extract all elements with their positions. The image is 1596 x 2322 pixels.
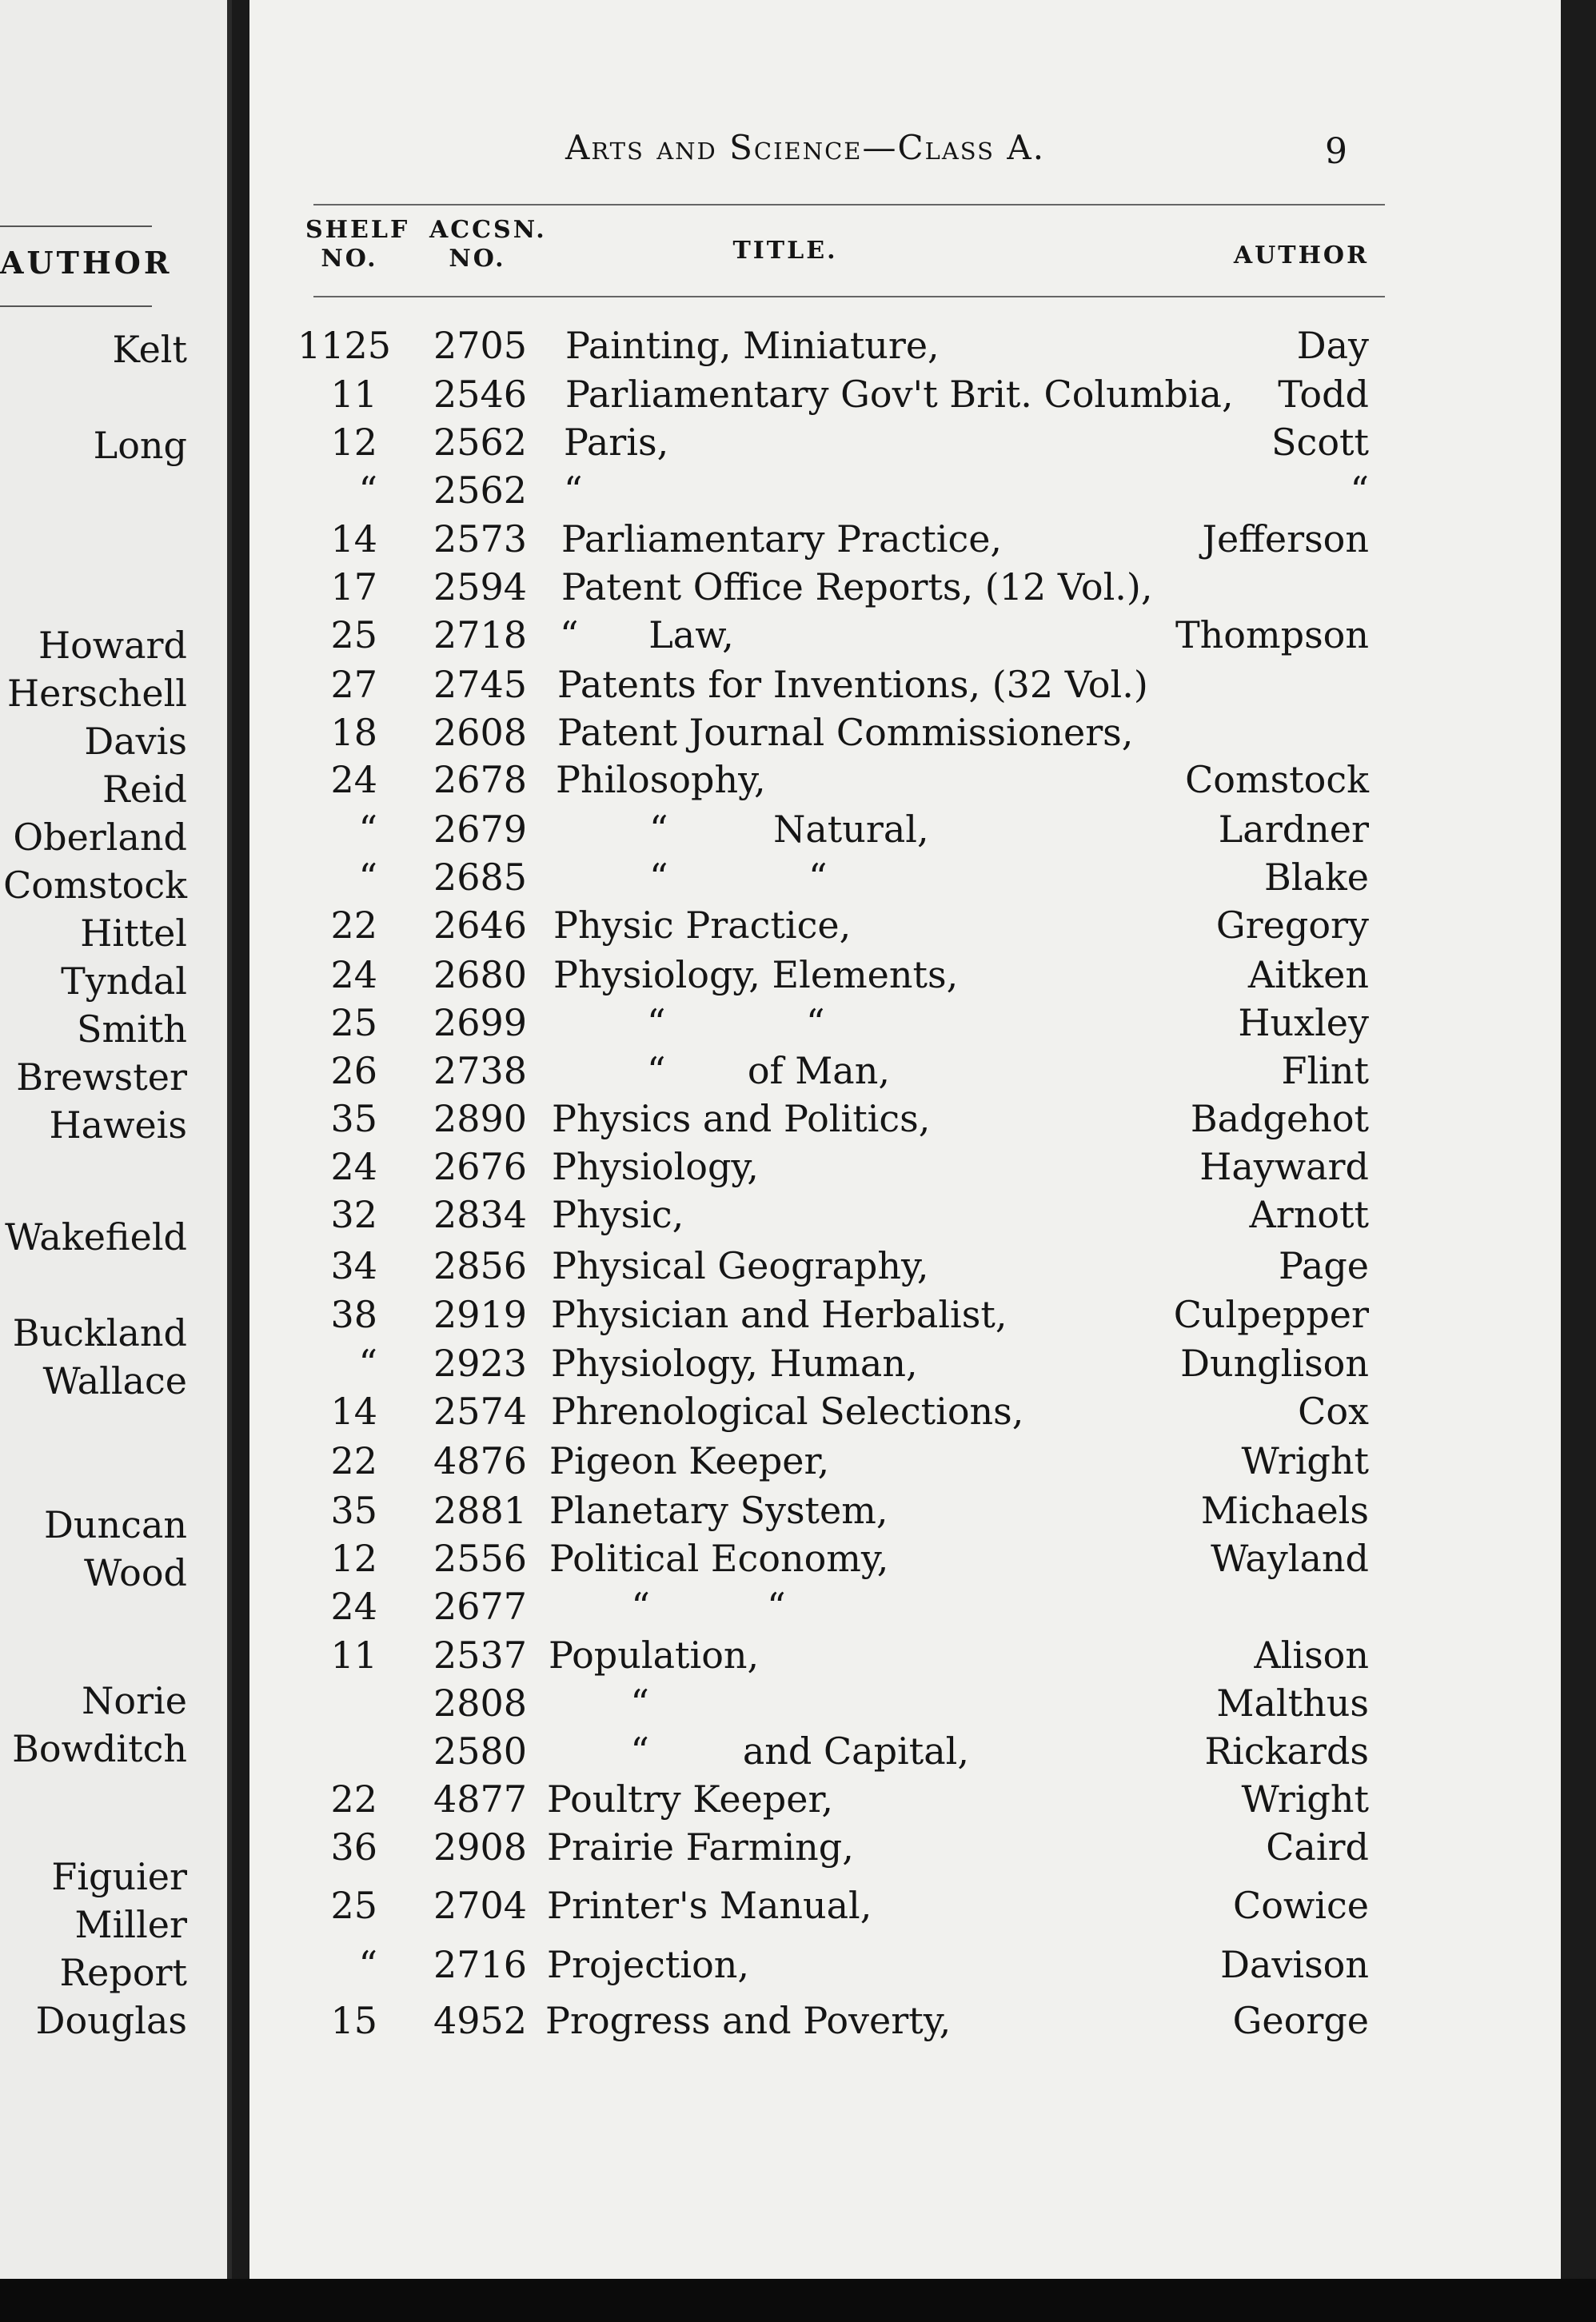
book-author: Thompson	[1175, 613, 1369, 656]
shelf-number: 36	[330, 1825, 377, 1869]
book-author: Culpepper	[1173, 1293, 1369, 1336]
book-author: Scott	[1271, 421, 1369, 464]
table-row	[249, 1634, 1561, 1682]
shelf-number: 24	[330, 1145, 377, 1188]
shelf-number: 12	[330, 1537, 377, 1580]
table-row	[249, 324, 1561, 372]
accession-number: 2856	[433, 1244, 528, 1287]
table-row	[249, 663, 1561, 711]
book-title: Projection,	[547, 1943, 750, 1986]
book-author: Arnott	[1249, 1193, 1369, 1236]
table-row	[249, 1193, 1561, 1241]
accn-header-line2: NO.	[449, 245, 506, 273]
facing-page-author: Bowditch	[12, 1727, 187, 1770]
book-title: Patent Office Reports, (12 Vol.),	[561, 565, 1153, 608]
table-row	[249, 1293, 1561, 1341]
table-row	[249, 1489, 1561, 1537]
table-row	[249, 1999, 1561, 2047]
accn-no-header	[429, 216, 547, 273]
accession-number: 2546	[433, 373, 528, 416]
accession-number: 4952	[433, 1999, 528, 2042]
shelf-number: 34	[330, 1244, 377, 1287]
facing-page-author-header: AUTHOR	[0, 245, 173, 281]
book-title: “ “	[549, 1585, 786, 1628]
facing-page	[0, 0, 232, 2279]
book-title: Patent Journal Commissioners,	[557, 711, 1134, 754]
table-row	[249, 1049, 1561, 1097]
shelf-number: 18	[330, 711, 377, 754]
book-title: Parliamentary Practice,	[561, 517, 1003, 561]
shelf-number: 25	[330, 613, 377, 656]
accession-number: 2679	[433, 808, 528, 851]
book-author: Wright	[1241, 1777, 1369, 1821]
facing-page-author: Oberland	[13, 816, 187, 859]
accession-number: 2808	[433, 1682, 528, 1725]
book-title: Philosophy,	[556, 758, 766, 801]
shelf-number: 22	[330, 1777, 377, 1821]
table-row	[249, 373, 1561, 421]
table-row	[249, 808, 1561, 856]
book-title: Parliamentary Gov't Brit. Columbia,	[565, 373, 1234, 416]
shelf-number: 22	[330, 1439, 377, 1482]
table-row	[249, 613, 1561, 661]
shelf-number: “	[358, 856, 377, 899]
accession-number: 2699	[433, 1001, 528, 1044]
book-title: Physics and Politics,	[552, 1097, 931, 1140]
accession-number: 2745	[433, 663, 528, 706]
facing-page-author: Howard	[38, 624, 187, 667]
accession-number: 2537	[433, 1634, 528, 1677]
book-author: Michaels	[1200, 1489, 1369, 1532]
book-title: Prairie Farming,	[547, 1825, 854, 1869]
book-title: “ and Capital,	[549, 1730, 969, 1773]
facing-page-author: Herschell	[7, 672, 187, 715]
running-head: Arts and Science—Class A.	[565, 128, 1046, 167]
facing-page-author: Douglas	[35, 1999, 187, 2042]
shelf-number: 32	[330, 1193, 377, 1236]
accession-number: 2908	[433, 1825, 528, 1869]
shelf-number: “	[358, 808, 377, 851]
facing-page-author: Figuier	[51, 1855, 187, 1898]
book-title: “ Natural,	[556, 808, 929, 851]
facing-page-author: Reid	[102, 768, 187, 811]
shelf-number: 24	[330, 953, 377, 996]
book-title: Patents for Inventions, (32 Vol.)	[557, 663, 1148, 706]
facing-page-rule-top	[0, 225, 152, 227]
book-author: Comstock	[1185, 758, 1369, 801]
book-title: Paris,	[564, 421, 669, 464]
table-row	[249, 565, 1561, 613]
facing-page-author: Comstock	[3, 864, 187, 907]
shelf-number: 12	[330, 421, 377, 464]
shelf-number: 17	[330, 565, 377, 608]
table-row	[249, 1390, 1561, 1438]
accession-number: 2676	[433, 1145, 528, 1188]
accession-number: 2881	[433, 1489, 528, 1532]
book-author: Wayland	[1211, 1537, 1369, 1580]
table-row	[249, 904, 1561, 952]
shelf-number: “	[358, 1342, 377, 1385]
shelf-number: 14	[330, 1390, 377, 1433]
book-title: Physiology,	[552, 1145, 759, 1188]
table-row	[249, 1825, 1561, 1873]
accession-number: 2890	[433, 1097, 528, 1140]
shelf-number: 26	[330, 1049, 377, 1092]
book-author: Dunglison	[1180, 1342, 1369, 1385]
author-header: AUTHOR	[1233, 241, 1369, 269]
shelf-number: 14	[330, 517, 377, 561]
table-row	[249, 1730, 1561, 1777]
book-author: Alison	[1254, 1634, 1369, 1677]
title-header: TITLE.	[732, 237, 838, 265]
book-author: Davison	[1220, 1943, 1369, 1986]
accession-number: 2594	[433, 565, 528, 608]
facing-page-author: Brewster	[16, 1055, 187, 1099]
book-author: George	[1232, 1999, 1369, 2042]
accession-number: 2704	[433, 1884, 528, 1927]
shelf-number: 11	[330, 1634, 377, 1677]
accn-header-line1: ACCSN.	[429, 216, 547, 244]
book-author: Day	[1296, 324, 1369, 367]
accession-number: 2923	[433, 1342, 528, 1385]
accession-number: 2718	[433, 613, 528, 656]
table-row	[249, 711, 1561, 759]
book-title: Physical Geography,	[552, 1244, 929, 1287]
header-rule-top	[313, 204, 1385, 205]
book-author: Badgehot	[1190, 1097, 1369, 1140]
accession-number: 2919	[433, 1293, 528, 1336]
bottom-edge	[0, 2279, 1596, 2322]
facing-page-author: Tyndal	[61, 960, 187, 1003]
book-title: Political Economy,	[549, 1537, 889, 1580]
facing-page-rule-bottom	[0, 305, 152, 307]
page-gutter	[232, 0, 249, 2279]
table-row	[249, 1342, 1561, 1390]
table-row	[249, 1001, 1561, 1049]
book-title: “ “	[553, 1001, 825, 1044]
shelf-no-header	[305, 216, 410, 273]
accession-number: 2574	[433, 1390, 528, 1433]
table-row	[249, 1244, 1561, 1292]
shelf-header-line1: SHELF	[305, 216, 410, 244]
shelf-number: 24	[330, 1585, 377, 1628]
shelf-number: 35	[330, 1489, 377, 1532]
facing-page-author: Wakefield	[5, 1215, 187, 1259]
book-title: “ “	[556, 856, 828, 899]
table-row	[249, 1682, 1561, 1730]
facing-page-author: Wallace	[42, 1359, 187, 1402]
book-title: Poultry Keeper,	[547, 1777, 834, 1821]
accession-number: 2580	[433, 1730, 528, 1773]
accession-number: 2738	[433, 1049, 528, 1092]
book-author: Hayward	[1199, 1145, 1369, 1188]
table-row	[249, 1145, 1561, 1193]
book-author: Flint	[1281, 1049, 1369, 1092]
facing-page-author: Long	[93, 424, 187, 467]
accession-number: 2705	[433, 324, 528, 367]
shelf-number: 15	[330, 1999, 377, 2042]
facing-page-author: Davis	[84, 720, 187, 763]
accession-number: 2573	[433, 517, 528, 561]
accession-number: 2677	[433, 1585, 528, 1628]
book-title: “	[549, 1682, 649, 1725]
shelf-number: 25	[330, 1884, 377, 1927]
book-author: Page	[1279, 1244, 1369, 1287]
book-title: Physician and Herbalist,	[551, 1293, 1007, 1336]
accession-number: 2680	[433, 953, 528, 996]
accession-number: 2608	[433, 711, 528, 754]
shelf-number: 24	[330, 758, 377, 801]
book-title: Physiology, Elements,	[553, 953, 959, 996]
table-row	[249, 1585, 1561, 1633]
book-title: Phrenological Selections,	[551, 1390, 1024, 1433]
right-edge	[1561, 0, 1596, 2279]
facing-page-author: Miller	[74, 1903, 187, 1946]
accession-number: 2716	[433, 1943, 528, 1986]
shelf-number: 27	[330, 663, 377, 706]
accession-number: 4877	[433, 1777, 528, 1821]
book-author: Huxley	[1238, 1001, 1369, 1044]
shelf-number: 1125	[297, 324, 392, 367]
shelf-header-line2: NO.	[321, 245, 378, 273]
book-author: Cox	[1298, 1390, 1369, 1433]
table-row	[249, 856, 1561, 904]
accession-number: 2834	[433, 1193, 528, 1236]
book-title: Physic,	[552, 1193, 684, 1236]
table-row	[249, 517, 1561, 565]
book-author: Caird	[1266, 1825, 1369, 1869]
book-title: Population,	[549, 1634, 760, 1677]
accession-number: 2685	[433, 856, 528, 899]
book-title: Planetary System,	[549, 1489, 888, 1532]
book-title: Pigeon Keeper,	[549, 1439, 830, 1482]
table-row	[249, 1884, 1561, 1932]
accession-number: 2678	[433, 758, 528, 801]
facing-page-author: Buckland	[12, 1311, 187, 1354]
shelf-number: 25	[330, 1001, 377, 1044]
book-title: “ Law,	[560, 613, 734, 656]
book-author: Gregory	[1215, 904, 1369, 947]
accession-number: 4876	[433, 1439, 528, 1482]
facing-page-author: Norie	[82, 1679, 187, 1722]
book-title: Painting, Miniature,	[565, 324, 940, 367]
book-author: Jefferson	[1202, 517, 1369, 561]
table-row	[249, 758, 1561, 806]
shelf-number: 11	[330, 373, 377, 416]
table-row	[249, 421, 1561, 469]
shelf-number: 38	[330, 1293, 377, 1336]
book-author: “	[1350, 469, 1369, 512]
accession-number: 2556	[433, 1537, 528, 1580]
table-row	[249, 953, 1561, 1001]
page-number: 9	[1325, 131, 1347, 172]
table-row	[249, 1097, 1561, 1145]
book-author: Lardner	[1218, 808, 1369, 851]
shelf-number: “	[358, 469, 377, 512]
table-row	[249, 1943, 1561, 1991]
shelf-number: 35	[330, 1097, 377, 1140]
accession-number: 2646	[433, 904, 528, 947]
book-author: Aitken	[1247, 953, 1369, 996]
table-row	[249, 1439, 1561, 1487]
book-title: Printer's Manual,	[547, 1884, 872, 1927]
table-row	[249, 469, 1561, 517]
book-title: Physic Practice,	[553, 904, 852, 947]
book-author: Rickards	[1204, 1730, 1369, 1773]
book-author: Blake	[1263, 856, 1369, 899]
book-author: Cowice	[1233, 1884, 1369, 1927]
facing-page-author: Report	[59, 1951, 187, 1994]
facing-page-author: Duncan	[44, 1503, 187, 1546]
shelf-number: “	[358, 1943, 377, 1986]
facing-page-author: Smith	[77, 1007, 187, 1051]
book-author: Wright	[1241, 1439, 1369, 1482]
facing-page-author: Hittel	[80, 912, 187, 955]
book-title: Progress and Poverty,	[545, 1999, 952, 2042]
table-row	[249, 1777, 1561, 1825]
book-author: Todd	[1278, 373, 1369, 416]
book-title: “	[564, 469, 583, 512]
table-row	[249, 1537, 1561, 1585]
catalog-page	[249, 0, 1561, 2279]
header-rule-bottom	[313, 296, 1385, 297]
book-title: Physiology, Human,	[551, 1342, 918, 1385]
facing-page-author: Haweis	[49, 1103, 187, 1147]
accession-number: 2562	[433, 421, 528, 464]
book-title: “ of Man,	[553, 1049, 890, 1092]
facing-page-author: Wood	[84, 1551, 187, 1594]
facing-page-author: Kelt	[112, 328, 187, 371]
shelf-number: 22	[330, 904, 377, 947]
accession-number: 2562	[433, 469, 528, 512]
book-author: Malthus	[1216, 1682, 1369, 1725]
